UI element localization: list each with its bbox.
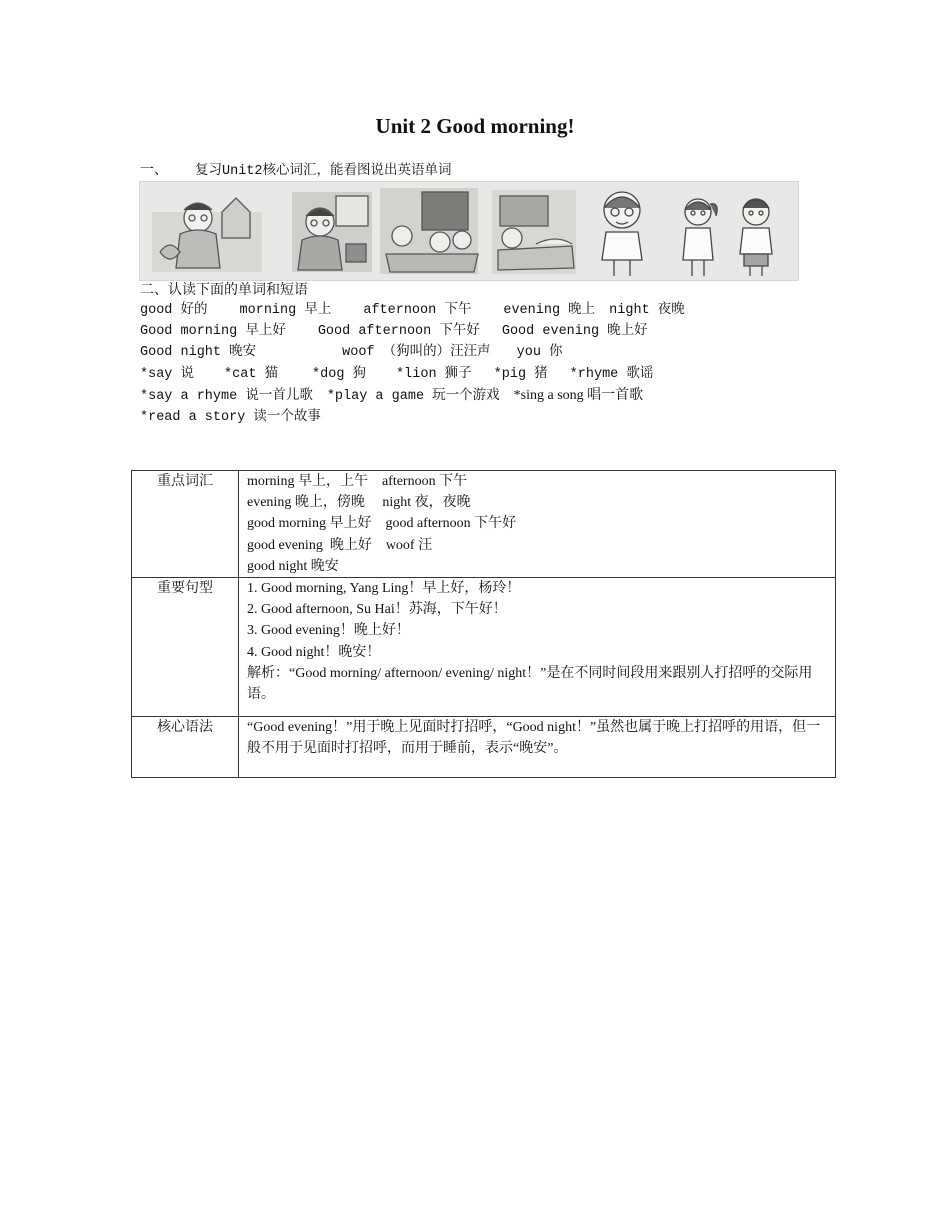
vocab-line-2 bbox=[140, 321, 685, 342]
vocab-item: *lion 狮子 bbox=[396, 366, 472, 382]
vocab-item: *dog 狗 bbox=[312, 366, 367, 382]
vocab-item: *sing a song 唱一首歌 bbox=[513, 387, 644, 403]
table-row-sentences bbox=[132, 578, 836, 717]
cell-line: good night 晚安 bbox=[247, 558, 339, 574]
vocab-item: *say a rhyme 说一首儿歌 bbox=[140, 388, 313, 404]
vocab-list bbox=[140, 300, 685, 428]
cell-line: 解析：“Good morning/ afternoon/ evening/ night！”是在不同时间段用来跟别人打招呼的交际用语。 bbox=[247, 665, 813, 703]
girl-character-illustration bbox=[602, 192, 642, 276]
section-1-number: 一、 bbox=[140, 163, 168, 178]
vocab-line-6 bbox=[140, 407, 685, 428]
section-2-heading: 二、认读下面的单词和短语 bbox=[140, 283, 308, 298]
vocab-item: night 夜晚 bbox=[609, 303, 685, 318]
row-label-core-grammar: 核心语法 bbox=[132, 717, 239, 778]
vocab-item: *play a game 玩一个游戏 bbox=[326, 388, 500, 404]
vocab-item: Good night 晚安 bbox=[140, 345, 257, 361]
vocab-line-3 bbox=[140, 342, 685, 363]
cell-line: evening 晚上，傍晚 night 夜，夜晚 bbox=[247, 495, 471, 511]
ponytail-girl-character-illustration bbox=[683, 199, 717, 276]
cell-line: 3. Good evening！晚上好！ bbox=[247, 623, 410, 639]
table-row-grammar bbox=[132, 717, 836, 778]
section-1-text: 复习Unit2核心词汇，能看图说出英语单词 bbox=[195, 164, 452, 179]
boy-character-illustration bbox=[740, 199, 772, 276]
cell-line: 2. Good afternoon, Su Hai！苏海，下午好！ bbox=[247, 602, 507, 618]
vocab-item: *pig 猪 bbox=[493, 366, 548, 382]
table-row-vocabulary bbox=[132, 471, 836, 578]
evening-scene-illustration bbox=[380, 188, 478, 274]
vocab-item: morning 早上 bbox=[239, 303, 332, 318]
vocab-line-1 bbox=[140, 300, 685, 321]
vocab-item: afternoon 下午 bbox=[363, 303, 472, 318]
core-grammar-cell: “Good evening！”用于晚上见面时打招呼，“Good night！”虽然也属于晚上打招呼的用语，但一般不用于见面时打招呼，而用于睡前，表示“晚安”。 bbox=[239, 717, 836, 778]
row-label-key-sentences: 重要句型 bbox=[132, 578, 239, 717]
page-title: Unit 2 Good morning! bbox=[375, 114, 575, 138]
vocab-item: woof （狗叫的）汪汪声 bbox=[342, 345, 491, 361]
cell-line: 1. Good morning, Yang Ling！早上好，杨玲！ bbox=[247, 581, 521, 597]
night-scene-illustration bbox=[492, 190, 576, 274]
vocab-item: *cat 猫 bbox=[224, 366, 279, 382]
key-sentences-cell bbox=[239, 578, 836, 717]
vocab-line-5 bbox=[140, 385, 685, 407]
vocab-item: good 好的 bbox=[140, 303, 208, 318]
section-1-heading bbox=[140, 160, 452, 182]
cell-line: morning 早上，上午 afternoon 下午 bbox=[247, 474, 468, 489]
morning-scene-illustration bbox=[152, 198, 262, 272]
cell-line: good evening 晚上好 woof 汪 bbox=[247, 537, 433, 553]
vocab-item: *read a story 读一个故事 bbox=[140, 410, 321, 426]
afternoon-scene-illustration bbox=[292, 192, 372, 272]
picture-strip bbox=[139, 181, 799, 281]
cell-line: 4. Good night！晚安！ bbox=[247, 644, 381, 660]
vocab-item: you 你 bbox=[516, 345, 563, 361]
vocab-item: *say 说 bbox=[140, 366, 195, 382]
cartoon-illustrations bbox=[140, 182, 798, 280]
key-vocabulary-cell bbox=[239, 471, 836, 578]
cell-line: good morning 早上好 good afternoon 下午好 bbox=[247, 516, 517, 532]
vocab-item: evening 晚上 bbox=[503, 303, 596, 318]
vocab-item: Good afternoon 下午好 bbox=[317, 324, 480, 340]
vocab-item: *rhyme 歌谣 bbox=[569, 366, 654, 382]
vocab-item: Good morning 早上好 bbox=[140, 324, 286, 340]
row-label-key-vocabulary: 重点词汇 bbox=[132, 471, 239, 578]
summary-table bbox=[131, 470, 836, 778]
vocab-line-4 bbox=[140, 364, 685, 385]
vocab-item: Good evening 晚上好 bbox=[501, 324, 648, 340]
